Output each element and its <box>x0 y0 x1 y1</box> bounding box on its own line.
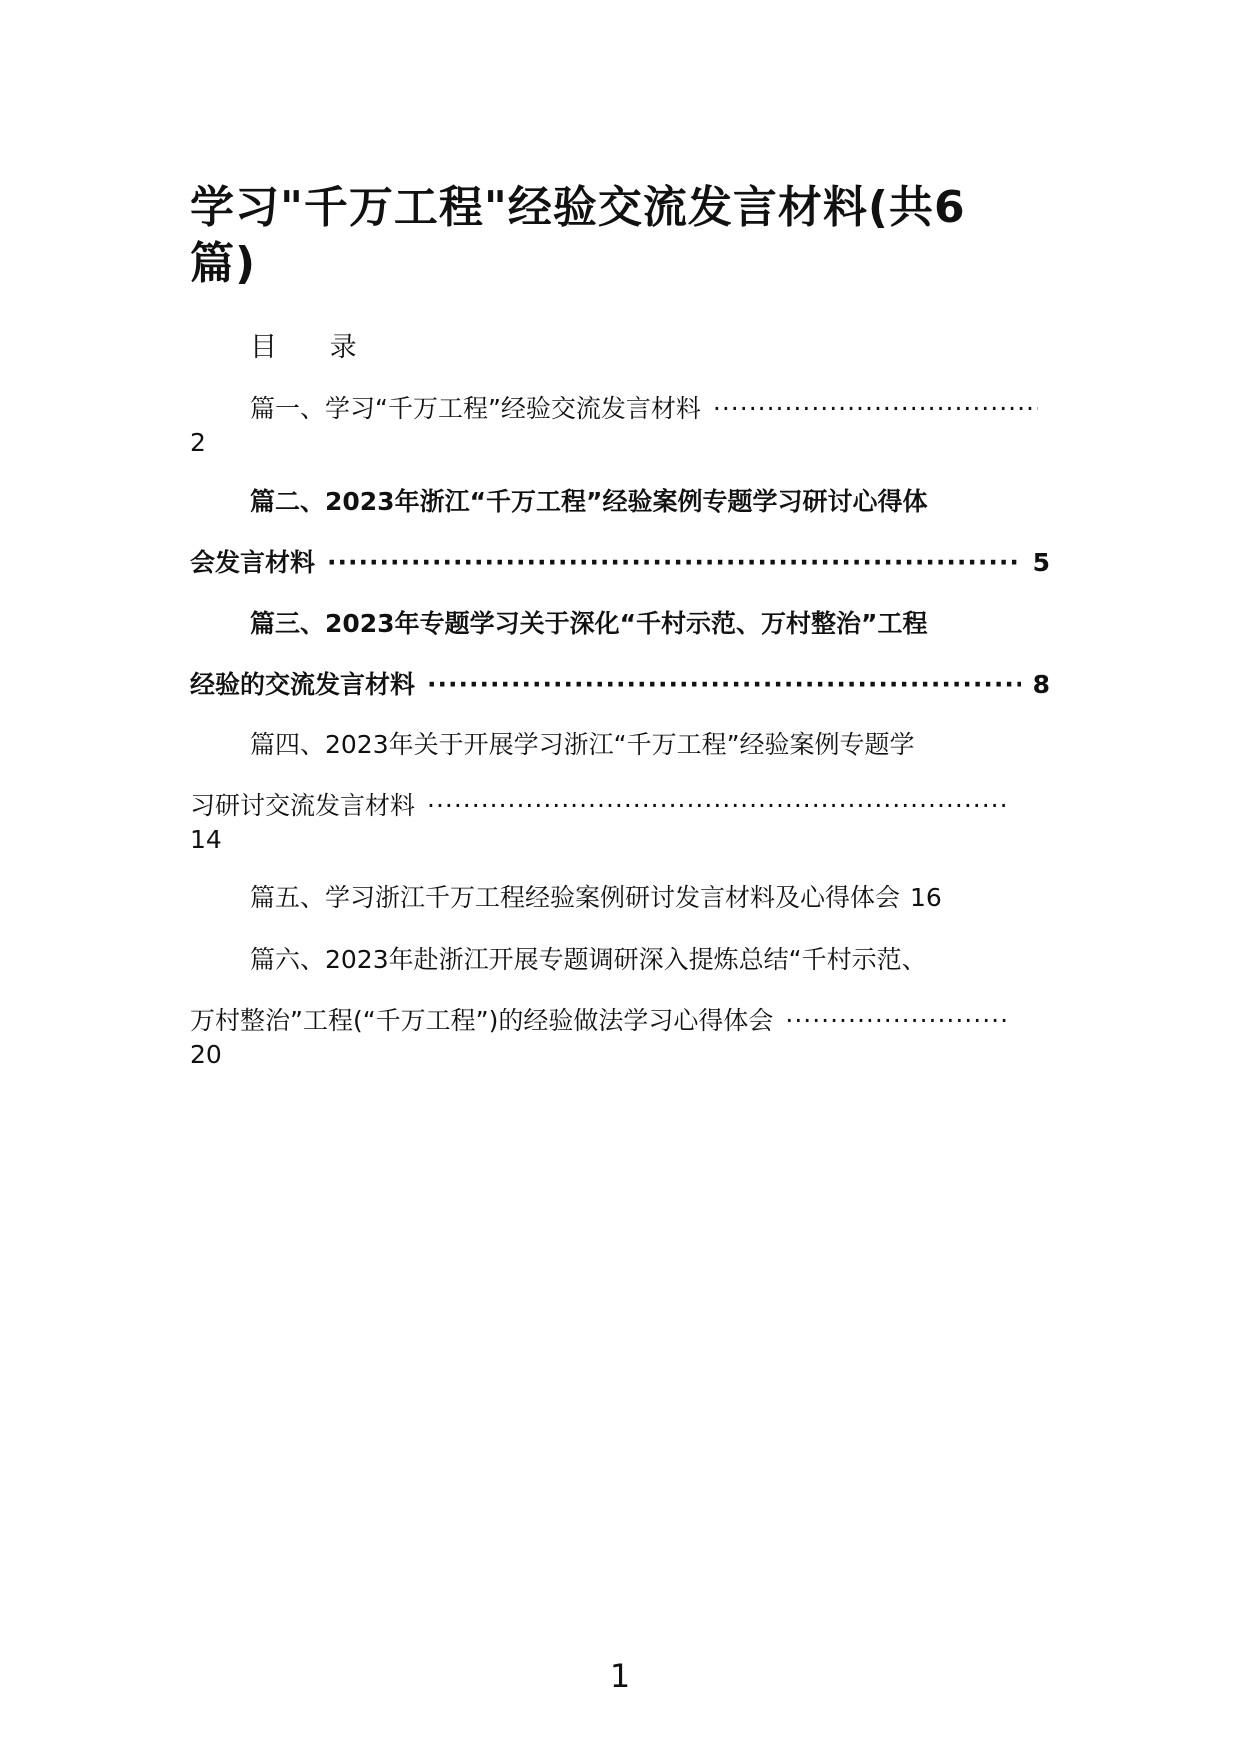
toc-entry-4-page: 14 <box>190 825 222 854</box>
toc-heading: 目 录 <box>250 332 379 363</box>
page-number: 1 <box>609 1657 631 1695</box>
toc-entry-6-line2[interactable] <box>190 1004 1020 1038</box>
toc-entry-page: 8 <box>1032 670 1050 699</box>
toc-entry-title: 习研讨交流发言材料 <box>190 791 416 820</box>
toc-entry-6-line1[interactable]: 篇六、2023年赴浙江开展专题调研深入提炼总结“千村示范、 <box>250 945 927 974</box>
toc-entry-1[interactable] <box>190 392 1050 426</box>
toc-entry-title: 万村整治”工程(“千万工程”)的经验做法学习心得体会 <box>190 1006 774 1035</box>
toc-entry-title: 篇五、学习浙江千万工程经验案例研讨发言材料及心得体会 <box>250 883 901 912</box>
toc-entry-4-line1[interactable]: 篇四、2023年关于开展学习浙江“千万工程”经验案例专题学 <box>250 730 915 759</box>
toc-entry-title: 经验的交流发言材料 <box>190 670 416 699</box>
dot-leader <box>713 392 1038 426</box>
dot-leader <box>427 668 1021 702</box>
dot-leader <box>785 1004 1008 1038</box>
dot-leader <box>327 546 1021 580</box>
toc-entry-1-page: 2 <box>190 428 206 457</box>
toc-entry-4-line2[interactable] <box>190 789 1020 823</box>
dot-leader <box>427 789 1008 823</box>
toc-entry-page: 5 <box>1032 548 1050 577</box>
document-title: 学习"千万工程"经验交流发言材料(共6篇) <box>190 182 966 289</box>
toc-entry-3-line2[interactable] <box>190 668 1050 702</box>
toc-entry-5[interactable] <box>190 881 1050 915</box>
toc-entry-2-line1[interactable]: 篇二、2023年浙江“千万工程”经验案例专题学习研讨心得体 <box>250 487 928 516</box>
toc-entry-title: 会发言材料 <box>190 548 316 577</box>
toc-entry-title: 篇一、学习“千万工程”经验交流发言材料 <box>250 394 701 423</box>
toc-entry-6-page: 20 <box>190 1040 222 1069</box>
toc-entry-page: 16 <box>910 883 942 912</box>
toc-entry-3-line1[interactable]: 篇三、2023年专题学习关于深化“千村示范、万村整治”工程 <box>250 609 928 638</box>
toc-entry-2-line2[interactable] <box>190 546 1050 580</box>
